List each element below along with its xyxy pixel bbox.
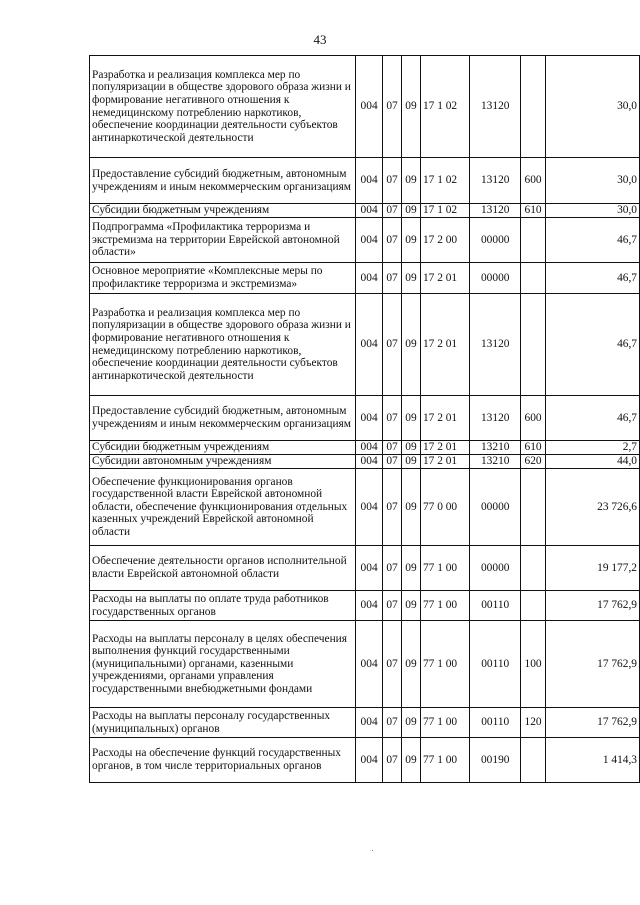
- row-vr: [521, 591, 546, 621]
- table-row: [90, 56, 640, 158]
- row-cn: 00000: [470, 218, 521, 263]
- row-cs: 17 2 01: [420, 263, 469, 294]
- row-cs: 77 1 00: [420, 621, 469, 708]
- row-vr: 120: [521, 708, 546, 738]
- row-amount: 1 414,3: [546, 738, 640, 783]
- row-pr: 09: [402, 441, 421, 455]
- row-name: Расходы на выплаты по оплате труда работников государственных органов: [90, 591, 356, 621]
- row-vr: 100: [521, 621, 546, 708]
- row-cs: 77 1 00: [420, 591, 469, 621]
- row-amount: 23 726,6: [546, 469, 640, 546]
- row-name: Предоставление субсидий бюджетным, автономным учреждениям и иным некоммерческим организациям: [90, 396, 356, 441]
- row-pr: 09: [402, 204, 421, 218]
- row-amount: 17 762,9: [546, 591, 640, 621]
- row-pr: 09: [402, 591, 421, 621]
- row-ved: 004: [356, 455, 383, 469]
- row-name: Обеспечение функционирования органов государственной власти Еврейской автономной области, обеспечение функционирования отдельных казенных учреждений Еврейской автономной области: [90, 469, 356, 546]
- row-amount: 19 177,2: [546, 546, 640, 591]
- table-row: [90, 204, 640, 218]
- row-cs: 77 1 00: [420, 546, 469, 591]
- row-rz: 07: [383, 204, 402, 218]
- table-row: [90, 396, 640, 441]
- row-cn: 00110: [470, 591, 521, 621]
- row-amount: 46,7: [546, 218, 640, 263]
- row-amount: 30,0: [546, 158, 640, 204]
- row-vr: 600: [521, 158, 546, 204]
- row-rz: 07: [383, 621, 402, 708]
- row-name: Расходы на выплаты персоналу в целях обеспечения выполнения функций государственными (муниципальными) органами, казенными учреждениями, органами управления государственными внебюджетными фондами: [90, 621, 356, 708]
- row-name: Разработка и реализация комплекса мер по популяризации в обществе здорового образа жизни и формирование негативного отношения к немедицинскому потреблению наркотиков, обеспечение координации деятельности субъектов антинаркотической деятельности: [90, 56, 356, 158]
- row-amount: 44,0: [546, 455, 640, 469]
- table-row: [90, 621, 640, 708]
- row-pr: 09: [402, 469, 421, 546]
- row-cs: 17 1 02: [420, 204, 469, 218]
- table-row: [90, 591, 640, 621]
- row-ved: 004: [356, 263, 383, 294]
- row-rz: 07: [383, 455, 402, 469]
- row-rz: 07: [383, 546, 402, 591]
- row-rz: 07: [383, 441, 402, 455]
- row-amount: 17 762,9: [546, 708, 640, 738]
- row-cs: 17 2 01: [420, 455, 469, 469]
- row-pr: 09: [402, 56, 421, 158]
- row-amount: 30,0: [546, 56, 640, 158]
- row-amount: 46,7: [546, 294, 640, 396]
- row-cs: 17 1 02: [420, 56, 469, 158]
- row-amount: 2,7: [546, 441, 640, 455]
- table-row: [90, 441, 640, 455]
- row-name: Субсидии бюджетным учреждениям: [90, 441, 356, 455]
- row-vr: [521, 469, 546, 546]
- row-rz: 07: [383, 294, 402, 396]
- row-cs: 17 1 02: [420, 158, 469, 204]
- row-cn: 13210: [470, 441, 521, 455]
- row-amount: 30,0: [546, 204, 640, 218]
- row-cs: 17 2 01: [420, 294, 469, 396]
- row-rz: 07: [383, 708, 402, 738]
- table-row: [90, 294, 640, 396]
- row-rz: 07: [383, 591, 402, 621]
- row-ved: 004: [356, 218, 383, 263]
- row-name: Обеспечение деятельности органов исполнительной власти Еврейской автономной области: [90, 546, 356, 591]
- row-vr: 600: [521, 396, 546, 441]
- row-pr: 09: [402, 396, 421, 441]
- row-pr: 09: [402, 621, 421, 708]
- row-cn: 00110: [470, 621, 521, 708]
- row-ved: 004: [356, 158, 383, 204]
- row-rz: 07: [383, 469, 402, 546]
- row-ved: 004: [356, 204, 383, 218]
- row-ved: 004: [356, 708, 383, 738]
- row-cs: 17 2 01: [420, 396, 469, 441]
- row-cn: 13120: [470, 294, 521, 396]
- page-number: 43: [313, 32, 327, 47]
- table-row: [90, 455, 640, 469]
- table-row: [90, 738, 640, 783]
- row-vr: 620: [521, 455, 546, 469]
- row-vr: [521, 56, 546, 158]
- table-row: [90, 469, 640, 546]
- row-cn: 00000: [470, 263, 521, 294]
- row-name: Субсидии автономным учреждениям: [90, 455, 356, 469]
- row-amount: 46,7: [546, 263, 640, 294]
- row-rz: 07: [383, 738, 402, 783]
- row-ved: 004: [356, 56, 383, 158]
- row-cs: 77 1 00: [420, 708, 469, 738]
- row-pr: 09: [402, 708, 421, 738]
- row-ved: 004: [356, 621, 383, 708]
- row-cs: 17 2 01: [420, 441, 469, 455]
- row-rz: 07: [383, 218, 402, 263]
- row-cn: 00000: [470, 469, 521, 546]
- row-ved: 004: [356, 546, 383, 591]
- row-name: Основное мероприятие «Комплексные меры по профилактике терроризма и экстремизма»: [90, 263, 356, 294]
- row-rz: 07: [383, 56, 402, 158]
- row-cn: 00190: [470, 738, 521, 783]
- row-vr: [521, 738, 546, 783]
- row-ved: 004: [356, 738, 383, 783]
- row-name: Субсидии бюджетным учреждениям: [90, 204, 356, 218]
- row-pr: 09: [402, 738, 421, 783]
- row-amount: 17 762,9: [546, 621, 640, 708]
- row-pr: 09: [402, 158, 421, 204]
- row-pr: 09: [402, 294, 421, 396]
- row-vr: 610: [521, 204, 546, 218]
- row-cn: 13210: [470, 455, 521, 469]
- row-ved: 004: [356, 441, 383, 455]
- row-amount: 46,7: [546, 396, 640, 441]
- row-pr: 09: [402, 546, 421, 591]
- row-ved: 004: [356, 396, 383, 441]
- budget-table: [89, 55, 640, 783]
- row-ved: 004: [356, 294, 383, 396]
- row-rz: 07: [383, 263, 402, 294]
- table-row: [90, 708, 640, 738]
- row-ved: 004: [356, 469, 383, 546]
- row-pr: 09: [402, 455, 421, 469]
- row-cs: 17 2 00: [420, 218, 469, 263]
- table-row: [90, 218, 640, 263]
- row-cn: 00110: [470, 708, 521, 738]
- table-row: [90, 546, 640, 591]
- row-name: Разработка и реализация комплекса мер по популяризации в обществе здорового образа жизни и формирование негативного отношения к немедицинскому потреблению наркотиков, обеспечение координации деятельности субъектов антинаркотической деятельности: [90, 294, 356, 396]
- row-cn: 13120: [470, 396, 521, 441]
- row-cn: 13120: [470, 204, 521, 218]
- row-cs: 77 0 00: [420, 469, 469, 546]
- row-cn: 00000: [470, 546, 521, 591]
- row-name: Расходы на выплаты персоналу государственных (муниципальных) органов: [90, 708, 356, 738]
- table-row: [90, 263, 640, 294]
- scan-speck: [372, 850, 373, 851]
- row-cs: 77 1 00: [420, 738, 469, 783]
- row-vr: 610: [521, 441, 546, 455]
- row-name: Расходы на обеспечение функций государственных органов, в том числе территориальных органов: [90, 738, 356, 783]
- row-cn: 13120: [470, 56, 521, 158]
- row-cn: 13120: [470, 158, 521, 204]
- row-vr: [521, 218, 546, 263]
- row-vr: [521, 263, 546, 294]
- row-ved: 004: [356, 591, 383, 621]
- row-rz: 07: [383, 158, 402, 204]
- row-rz: 07: [383, 396, 402, 441]
- table-body: [90, 56, 640, 783]
- row-vr: [521, 294, 546, 396]
- table-row: [90, 158, 640, 204]
- row-pr: 09: [402, 218, 421, 263]
- row-pr: 09: [402, 263, 421, 294]
- row-name: Предоставление субсидий бюджетным, автономным учреждениям и иным некоммерческим организациям: [90, 158, 356, 204]
- row-vr: [521, 546, 546, 591]
- row-name: Подпрограмма «Профилактика терроризма и экстремизма на территории Еврейской автономной области»: [90, 218, 356, 263]
